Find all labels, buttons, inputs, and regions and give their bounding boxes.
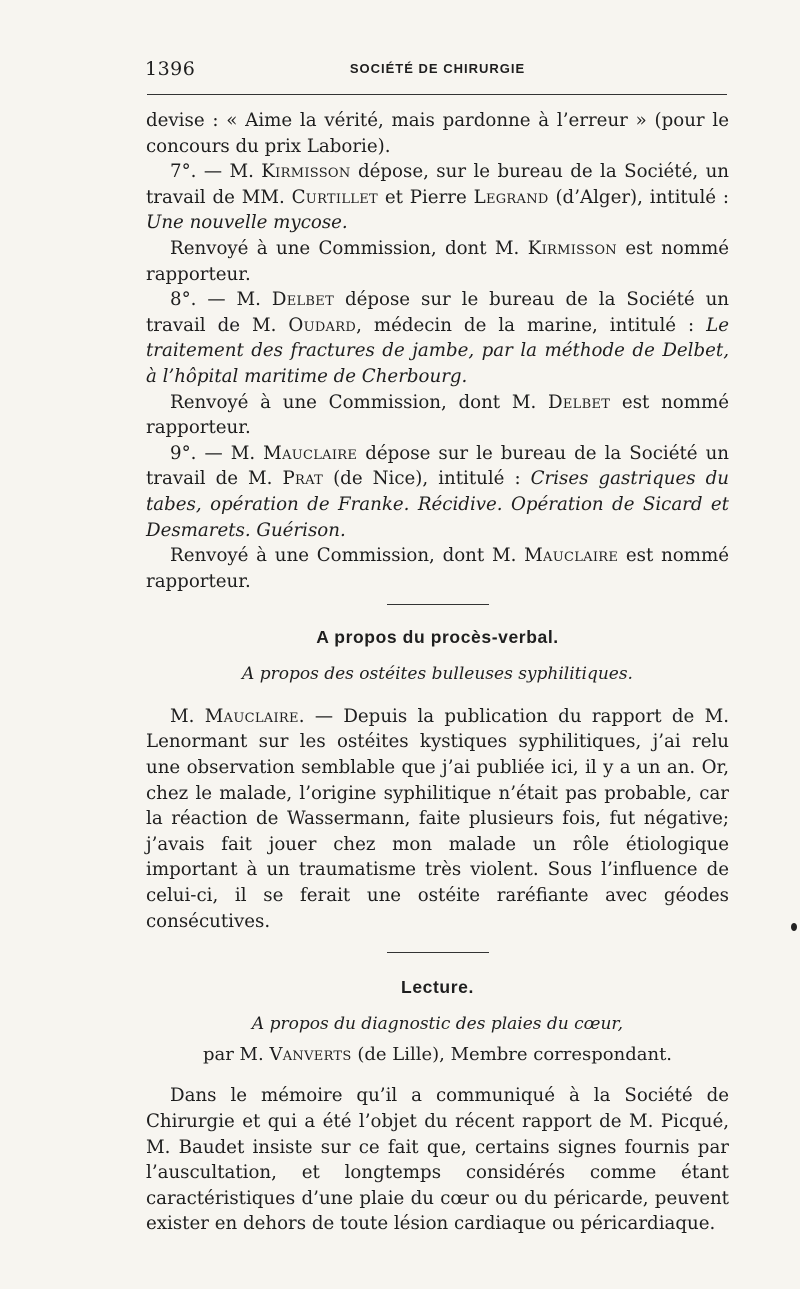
item-text: dépose sur le bureau de la Société un travail de M.: [146, 289, 729, 336]
author-name: Legrand: [473, 186, 549, 208]
section-title: Lecture.: [401, 977, 474, 998]
byline: [146, 1042, 729, 1068]
rapporteur-name: Delbet: [547, 391, 611, 413]
author-name: Oudard: [288, 314, 357, 336]
paragraph-text: Dans le mémoire qu’il a communiqué à la Société de Chirurgie et qui a été l’objet du récent rapport de M. Picqué, M. Baudet insiste sur ce fait que, certains signes fournis par l’auscultation, et longtemps considérés comme étant caractéristiques d’une plaie du cœur ou du péricarde, peuvent exister en dehors de toute lésion cardiaque ou péricardiaque.: [146, 1085, 729, 1235]
item-7-referral: [146, 236, 729, 287]
page-number: 1396: [145, 58, 196, 80]
referral-text: est nommé rapporteur.: [146, 545, 730, 592]
work-title: Une nouvelle mycose.: [146, 212, 348, 234]
paragraph-text: Depuis la publication du rapport de M. Lenormant sur les ostéites kystiques syphilitiques, j’ai relu une observation semblable que j’ai publiée ici, il y a un an. Or, chez le malade, l’origine syphilitique n’était pas probable, car la réaction de Wassermann, faite plusieurs fois, fut négative; j’avais fait jouer chez mon malade un rôle étiologique important à un traumatisme très violent. Sous l’influence de celui-ci, il se ferait une ostéite raréfiante avec géodes consécutives.: [146, 705, 729, 932]
item-number: 9°. — M.: [170, 442, 264, 464]
referral-text: Renvoyé à une Commission, dont M.: [170, 391, 548, 413]
referral-text: Renvoyé à une Commission, dont M.: [170, 545, 525, 567]
item-8: [146, 287, 729, 389]
rapporteur-name: Kirmisson: [527, 237, 617, 259]
item-text: et Pierre: [377, 186, 474, 208]
work-title: Le traitement des fractures de jambe, par la méthode de Delbet, à l’hôpital maritime de Cherbourg.: [146, 314, 729, 387]
item-text: (de Nice), intitulé :: [323, 468, 531, 490]
item-7: [146, 159, 729, 236]
section-1-paragraph: [146, 704, 729, 934]
section-subtitle: A propos des ostéites bulleuses syphilitiques.: [242, 664, 633, 685]
ink-spot: [791, 923, 797, 931]
item-number: 7°. — M.: [170, 161, 262, 183]
speaker-prefix: M.: [170, 705, 205, 727]
running-head: SOCIÉTÉ DE CHIRURGIE: [349, 61, 526, 76]
item-text: (d’Alger), intitulé :: [548, 186, 730, 208]
referral-text: est nommé rapporteur.: [146, 391, 729, 439]
item-text: , médecin de la marine, intitulé :: [356, 314, 707, 336]
author-name: Delbet: [271, 289, 335, 311]
speaker-name: Mauclaire: [204, 705, 299, 727]
work-title: Crises gastriques du tabes, opération de Franke. Récidive. Opération de Sicard et Desmarets. Guérison.: [146, 468, 729, 541]
byline-suffix: (de Lille), Membre correspondant.: [351, 1043, 673, 1065]
item-text: dépose sur le bureau de la Société un travail de M.: [146, 442, 729, 490]
section-2-paragraph: [146, 1083, 729, 1237]
item-8-referral: [146, 390, 729, 441]
rapporteur-name: Mauclaire: [524, 545, 619, 567]
paragraph-text: devise : « Aime la vérité, mais pardonne à l’erreur » (pour le concours du prix Laborie).: [146, 110, 729, 157]
referral-text: Renvoyé à une Commission, dont M.: [170, 237, 528, 259]
paragraph-continuation: [146, 108, 729, 159]
item-number: 8°. — M.: [170, 289, 272, 311]
page-body: [146, 108, 729, 1237]
byline-author: Vanverts: [269, 1043, 352, 1065]
section-title: A propos du procès-verbal.: [316, 627, 559, 648]
page-header: [145, 58, 730, 80]
author-name: Curtillet: [291, 186, 378, 208]
header-rule: [147, 94, 727, 95]
byline-prefix: par M.: [202, 1043, 270, 1065]
item-text: dépose, sur le bureau de la Société, un travail de MM.: [146, 161, 729, 208]
item-9-referral: [146, 543, 729, 594]
author-name: Mauclaire: [263, 442, 358, 464]
author-name: Kirmisson: [261, 161, 351, 183]
speaker-suffix: . —: [298, 705, 344, 727]
author-name: Prat: [282, 468, 324, 490]
item-9: [146, 441, 729, 543]
section-subtitle: A propos du diagnostic des plaies du cœur,: [251, 1014, 624, 1035]
referral-text: est nommé rapporteur.: [146, 237, 729, 285]
